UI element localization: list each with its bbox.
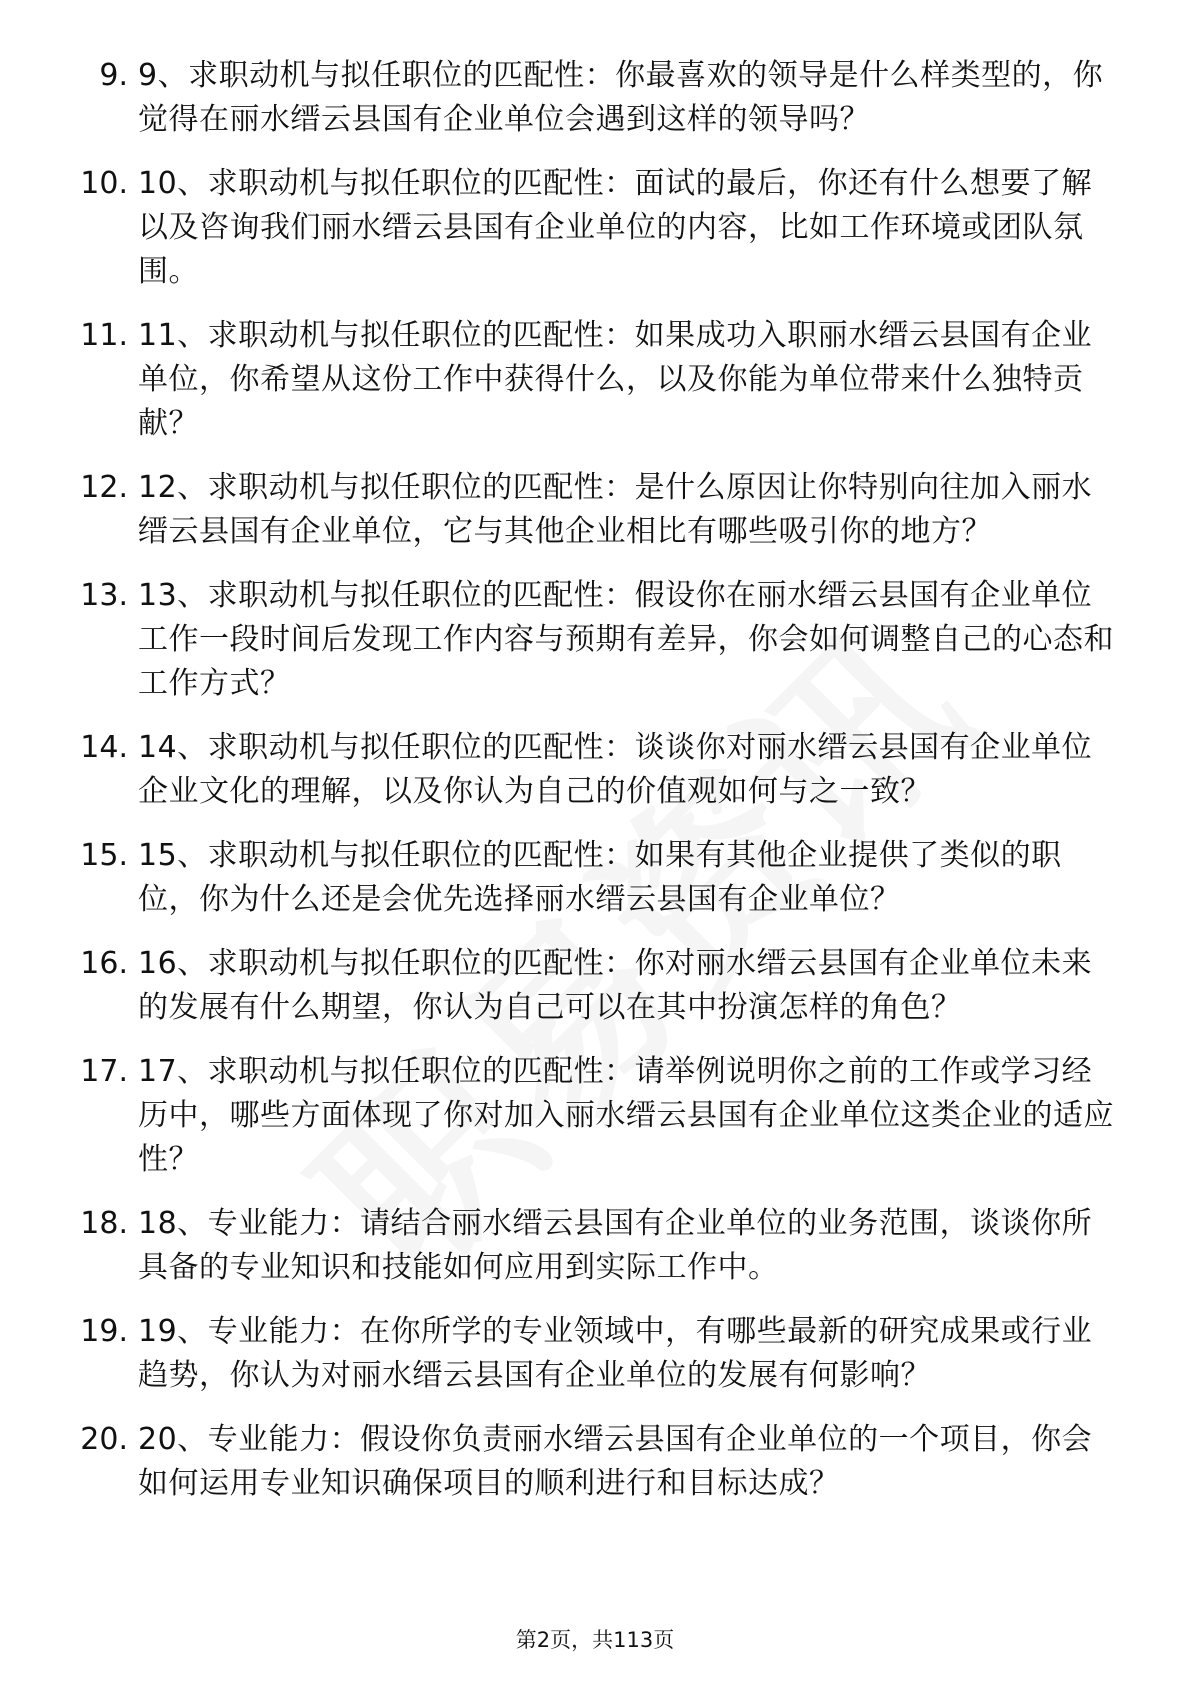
question-text: 17、求职动机与拟任职位的匹配性：请举例说明你之前的工作或学习经历中，哪些方面体现了你对加入丽水缙云县国有企业单位这类企业的适应性？: [138, 1054, 1114, 1177]
question-number: 19.: [80, 1314, 128, 1349]
list-item: [60, 314, 1120, 446]
question-number: 14.: [80, 730, 128, 765]
question-number: 20.: [80, 1422, 128, 1457]
question-text: 18、专业能力：请结合丽水缙云县国有企业单位的业务范围，谈谈你所具备的专业知识和技能如何应用到实际工作中。: [138, 1206, 1093, 1285]
question-number: 10.: [80, 166, 128, 201]
list-item: [60, 942, 1120, 1030]
question-number: 11.: [80, 318, 128, 353]
question-number: 18.: [80, 1206, 128, 1241]
question-number: 15.: [80, 838, 128, 873]
list-item: [60, 1418, 1120, 1506]
question-number: 13.: [80, 578, 128, 613]
page-footer: 第2页，共113页: [515, 1628, 675, 1652]
list-item: [60, 162, 1120, 294]
question-list: [60, 54, 1120, 1526]
list-item: [60, 574, 1120, 706]
question-text: 12、求职动机与拟任职位的匹配性：是什么原因让你特别向往加入丽水缙云县国有企业单位，它与其他企业相比有哪些吸引你的地方？: [138, 470, 1093, 549]
list-item: [60, 1202, 1120, 1290]
question-number: 17.: [80, 1054, 128, 1089]
question-text: 19、专业能力：在你所学的专业领域中，有哪些最新的研究成果或行业趋势，你认为对丽水缙云县国有企业单位的发展有何影响？: [138, 1314, 1093, 1393]
question-text: 13、求职动机与拟任职位的匹配性：假设你在丽水缙云县国有企业单位工作一段时间后发现工作内容与预期有差异，你会如何调整自己的心态和工作方式？: [138, 578, 1114, 701]
question-text: 20、专业能力：假设你负责丽水缙云县国有企业单位的一个项目，你会如何运用专业知识确保项目的顺利进行和目标达成？: [138, 1422, 1093, 1501]
question-number: 12.: [80, 470, 128, 505]
question-text: 10、求职动机与拟任职位的匹配性：面试的最后，你还有什么想要了解以及咨询我们丽水缙云县国有企业单位的内容，比如工作环境或团队氛围。: [138, 166, 1093, 289]
question-number: 16.: [80, 946, 128, 981]
question-text: 16、求职动机与拟任职位的匹配性：你对丽水缙云县国有企业单位未来的发展有什么期望，你认为自己可以在其中扮演怎样的角色？: [138, 946, 1093, 1025]
question-text: 15、求职动机与拟任职位的匹配性：如果有其他企业提供了类似的职位，你为什么还是会优先选择丽水缙云县国有企业单位？: [138, 838, 1062, 917]
list-item: [60, 54, 1120, 142]
question-text: 9、求职动机与拟任职位的匹配性：你最喜欢的领导是什么样类型的，你觉得在丽水缙云县国有企业单位会遇到这样的领导吗？: [138, 58, 1104, 137]
list-item: [60, 466, 1120, 554]
list-item: [60, 1050, 1120, 1182]
list-item: [60, 726, 1120, 814]
question-text: 11、求职动机与拟任职位的匹配性：如果成功入职丽水缙云县国有企业单位，你希望从这份工作中获得什么，以及你能为单位带来什么独特贡献？: [138, 318, 1093, 441]
question-number: 9.: [99, 58, 128, 93]
list-item: [60, 1310, 1120, 1398]
list-item: [60, 834, 1120, 922]
question-text: 14、求职动机与拟任职位的匹配性：谈谈你对丽水缙云县国有企业单位企业文化的理解，以及你认为自己的价值观如何与之一致？: [138, 730, 1093, 809]
